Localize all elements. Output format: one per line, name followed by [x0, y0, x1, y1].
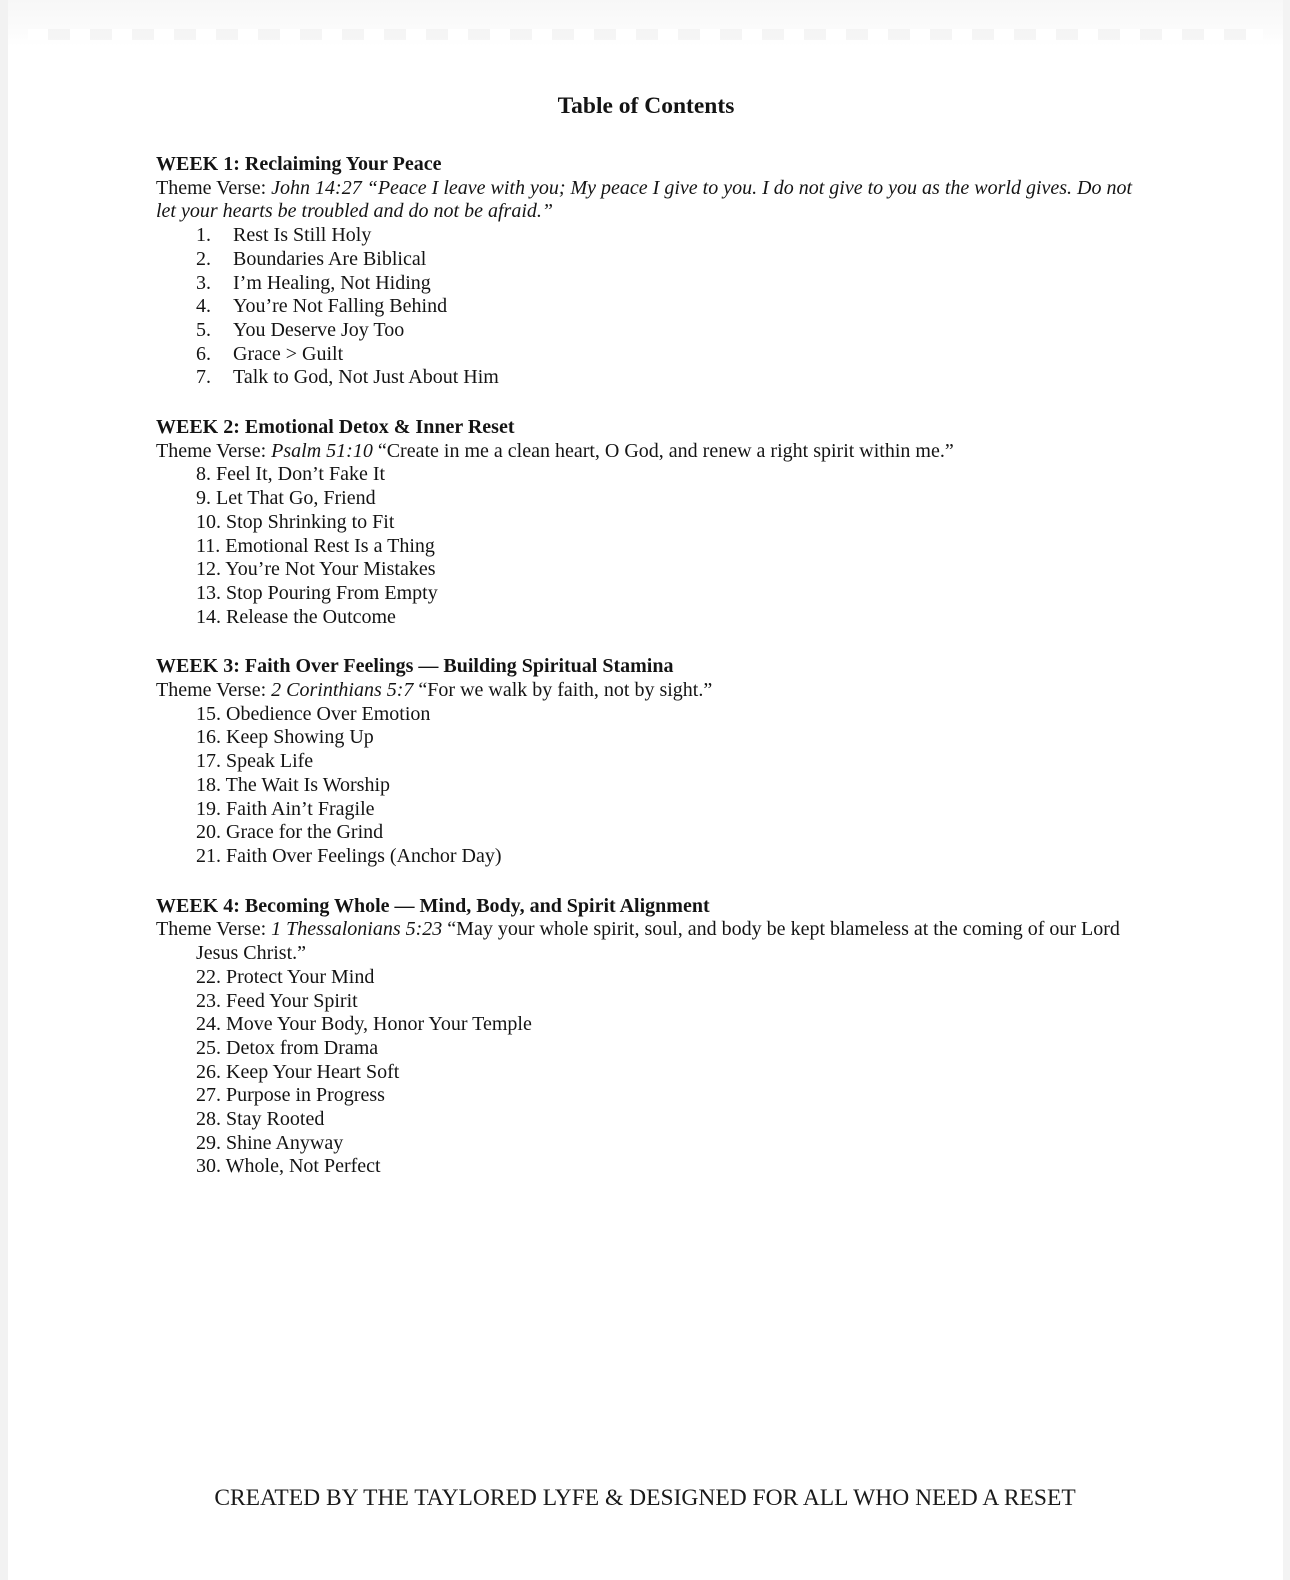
item-number: 23.	[196, 989, 221, 1012]
item-number: 9.	[196, 487, 211, 510]
week-1-items	[156, 224, 1136, 390]
toc-item	[156, 582, 1136, 606]
item-number: 1.	[196, 224, 211, 247]
item-label: Talk to God, Not Just About Him	[233, 366, 499, 389]
toc-item	[156, 558, 1136, 582]
item-number: 22.	[196, 965, 221, 988]
item-number: 4.	[196, 295, 211, 318]
item-label: Speak Life	[226, 750, 314, 773]
toc-item	[156, 1108, 1136, 1132]
item-label: Stop Shrinking to Fit	[226, 510, 395, 533]
theme-verse-reference: John 14:27	[271, 176, 362, 199]
toc-item	[156, 1061, 1136, 1085]
week-3-heading: WEEK 3: Faith Over Feelings — Building Spiritual Stamina	[156, 655, 674, 678]
theme-verse-label: Theme Verse:	[156, 918, 267, 941]
toc-item	[156, 319, 1136, 343]
document-page	[156, 92, 1136, 1205]
item-label: Emotional Rest Is a Thing	[225, 534, 435, 557]
item-label: Whole, Not Perfect	[225, 1155, 381, 1178]
item-label: Keep Showing Up	[226, 726, 374, 749]
item-number: 20.	[196, 821, 221, 844]
toc-item	[156, 606, 1136, 630]
item-label: Feed Your Spirit	[226, 989, 358, 1012]
item-number: 6.	[196, 342, 211, 365]
week-2-items	[156, 463, 1136, 629]
week-3-items	[156, 703, 1136, 869]
week-3-section	[156, 655, 1136, 868]
item-number: 18.	[196, 773, 221, 796]
theme-verse-label: Theme Verse:	[156, 679, 267, 702]
toc-item	[156, 1132, 1136, 1156]
theme-verse-label: Theme Verse:	[156, 439, 267, 462]
week-2-section	[156, 416, 1136, 629]
week-4-theme-verse	[156, 918, 1136, 965]
theme-verse-quote: “May your whole spirit, soul, and body be kept blameless at the coming of our Lord Jesus Christ.”	[196, 918, 1120, 965]
toc-item	[156, 487, 1136, 511]
item-label: Grace for the Grind	[226, 821, 384, 844]
item-label: Shine Anyway	[226, 1131, 344, 1154]
week-1-heading: WEEK 1: Reclaiming Your Peace	[156, 153, 442, 175]
item-label: The Wait Is Worship	[225, 773, 390, 796]
week-4-heading: WEEK 4: Becoming Whole — Mind, Body, and Spirit Alignment	[156, 894, 710, 917]
item-label: You’re Not Your Mistakes	[225, 558, 436, 581]
item-number: 3.	[196, 271, 211, 294]
item-number: 27.	[196, 1084, 221, 1107]
toc-item	[156, 1155, 1136, 1179]
item-number: 11.	[196, 534, 221, 557]
item-number: 28.	[196, 1108, 221, 1131]
toc-item	[156, 511, 1136, 535]
toc-item	[156, 535, 1136, 559]
toc-item	[156, 966, 1136, 990]
theme-verse-reference: 1 Thessalonians 5:23	[271, 918, 443, 941]
item-label: Protect Your Mind	[226, 965, 375, 988]
week-2-theme-verse	[156, 440, 1136, 464]
item-number: 24.	[196, 1013, 221, 1036]
footer-credit: CREATED BY THE TAYLORED LYFE & DESIGNED FOR ALL WHO NEED A RESET	[214, 1485, 1076, 1511]
item-number: 21.	[196, 844, 221, 867]
theme-verse-reference: Psalm 51:10	[271, 439, 373, 462]
week-3-theme-verse	[156, 679, 1136, 703]
week-2-heading: WEEK 2: Emotional Detox & Inner Reset	[156, 416, 515, 439]
week-1-theme-verse	[156, 177, 1136, 224]
item-number: 19.	[196, 797, 221, 820]
item-label: Faith Over Feelings (Anchor Day)	[226, 844, 502, 867]
item-label: Detox from Drama	[226, 1036, 379, 1059]
item-number: 15.	[196, 702, 221, 725]
toc-item	[156, 774, 1136, 798]
item-number: 2.	[196, 247, 211, 270]
item-number: 10.	[196, 510, 221, 533]
item-label: Feel It, Don’t Fake It	[216, 463, 386, 486]
item-number: 14.	[196, 605, 221, 628]
item-label: Keep Your Heart Soft	[226, 1060, 400, 1083]
item-label: Move Your Body, Honor Your Temple	[226, 1013, 532, 1036]
theme-verse-reference: 2 Corinthians 5:7	[271, 679, 414, 702]
theme-verse-quote: “Create in me a clean heart, O God, and renew a right spirit within me.”	[377, 439, 954, 462]
item-number: 12.	[196, 558, 221, 581]
page-left-edge-shadow	[0, 0, 8, 1580]
toc-item	[156, 703, 1136, 727]
toc-item	[156, 845, 1136, 869]
toc-item	[156, 1084, 1136, 1108]
item-number: 8.	[196, 463, 211, 486]
item-label: Grace > Guilt	[233, 342, 344, 365]
item-label: I’m Healing, Not Hiding	[233, 271, 431, 294]
toc-item	[156, 1013, 1136, 1037]
toc-item	[156, 798, 1136, 822]
item-label: Rest Is Still Holy	[233, 224, 372, 247]
item-number: 13.	[196, 581, 221, 604]
item-label: Obedience Over Emotion	[226, 702, 431, 725]
item-number: 5.	[196, 318, 211, 341]
toc-item	[156, 248, 1136, 272]
theme-verse-label: Theme Verse:	[156, 176, 267, 199]
item-number: 25.	[196, 1036, 221, 1059]
week-4-section	[156, 895, 1136, 1179]
item-label: Purpose in Progress	[226, 1084, 385, 1107]
item-label: Stop Pouring From Empty	[226, 581, 438, 604]
toc-item	[156, 295, 1136, 319]
toc-item	[156, 343, 1136, 367]
item-number: 17.	[196, 750, 221, 773]
item-number: 30.	[196, 1155, 221, 1178]
page-top-scan-artifact	[8, 0, 1283, 46]
toc-item	[156, 821, 1136, 845]
item-label: Boundaries Are Biblical	[233, 247, 427, 270]
page-title: Table of Contents	[557, 93, 735, 119]
toc-item	[156, 366, 1136, 390]
item-label: You Deserve Joy Too	[233, 318, 405, 341]
week-4-items	[156, 966, 1136, 1179]
item-number: 7.	[196, 366, 211, 389]
theme-verse-quote: “Peace I leave with you; My peace I give to you. I do not give to you as the world gives. Do not let your hearts be troubled and do not be afraid.”	[156, 176, 1133, 223]
week-1-section	[156, 153, 1136, 390]
item-label: Stay Rooted	[226, 1108, 325, 1131]
item-number: 29.	[196, 1131, 221, 1154]
toc-item	[156, 726, 1136, 750]
toc-item	[156, 1037, 1136, 1061]
toc-item	[156, 750, 1136, 774]
item-label: Let That Go, Friend	[216, 487, 376, 510]
toc-item	[156, 990, 1136, 1014]
toc-item	[156, 272, 1136, 296]
item-label: Faith Ain’t Fragile	[226, 797, 375, 820]
theme-verse-quote: “For we walk by faith, not by sight.”	[418, 679, 713, 702]
item-number: 16.	[196, 726, 221, 749]
item-label: Release the Outcome	[226, 605, 396, 628]
toc-item	[156, 463, 1136, 487]
toc-item	[156, 224, 1136, 248]
item-number: 26.	[196, 1060, 221, 1083]
page-right-edge-shadow	[1283, 0, 1290, 1580]
item-label: You’re Not Falling Behind	[233, 295, 448, 318]
